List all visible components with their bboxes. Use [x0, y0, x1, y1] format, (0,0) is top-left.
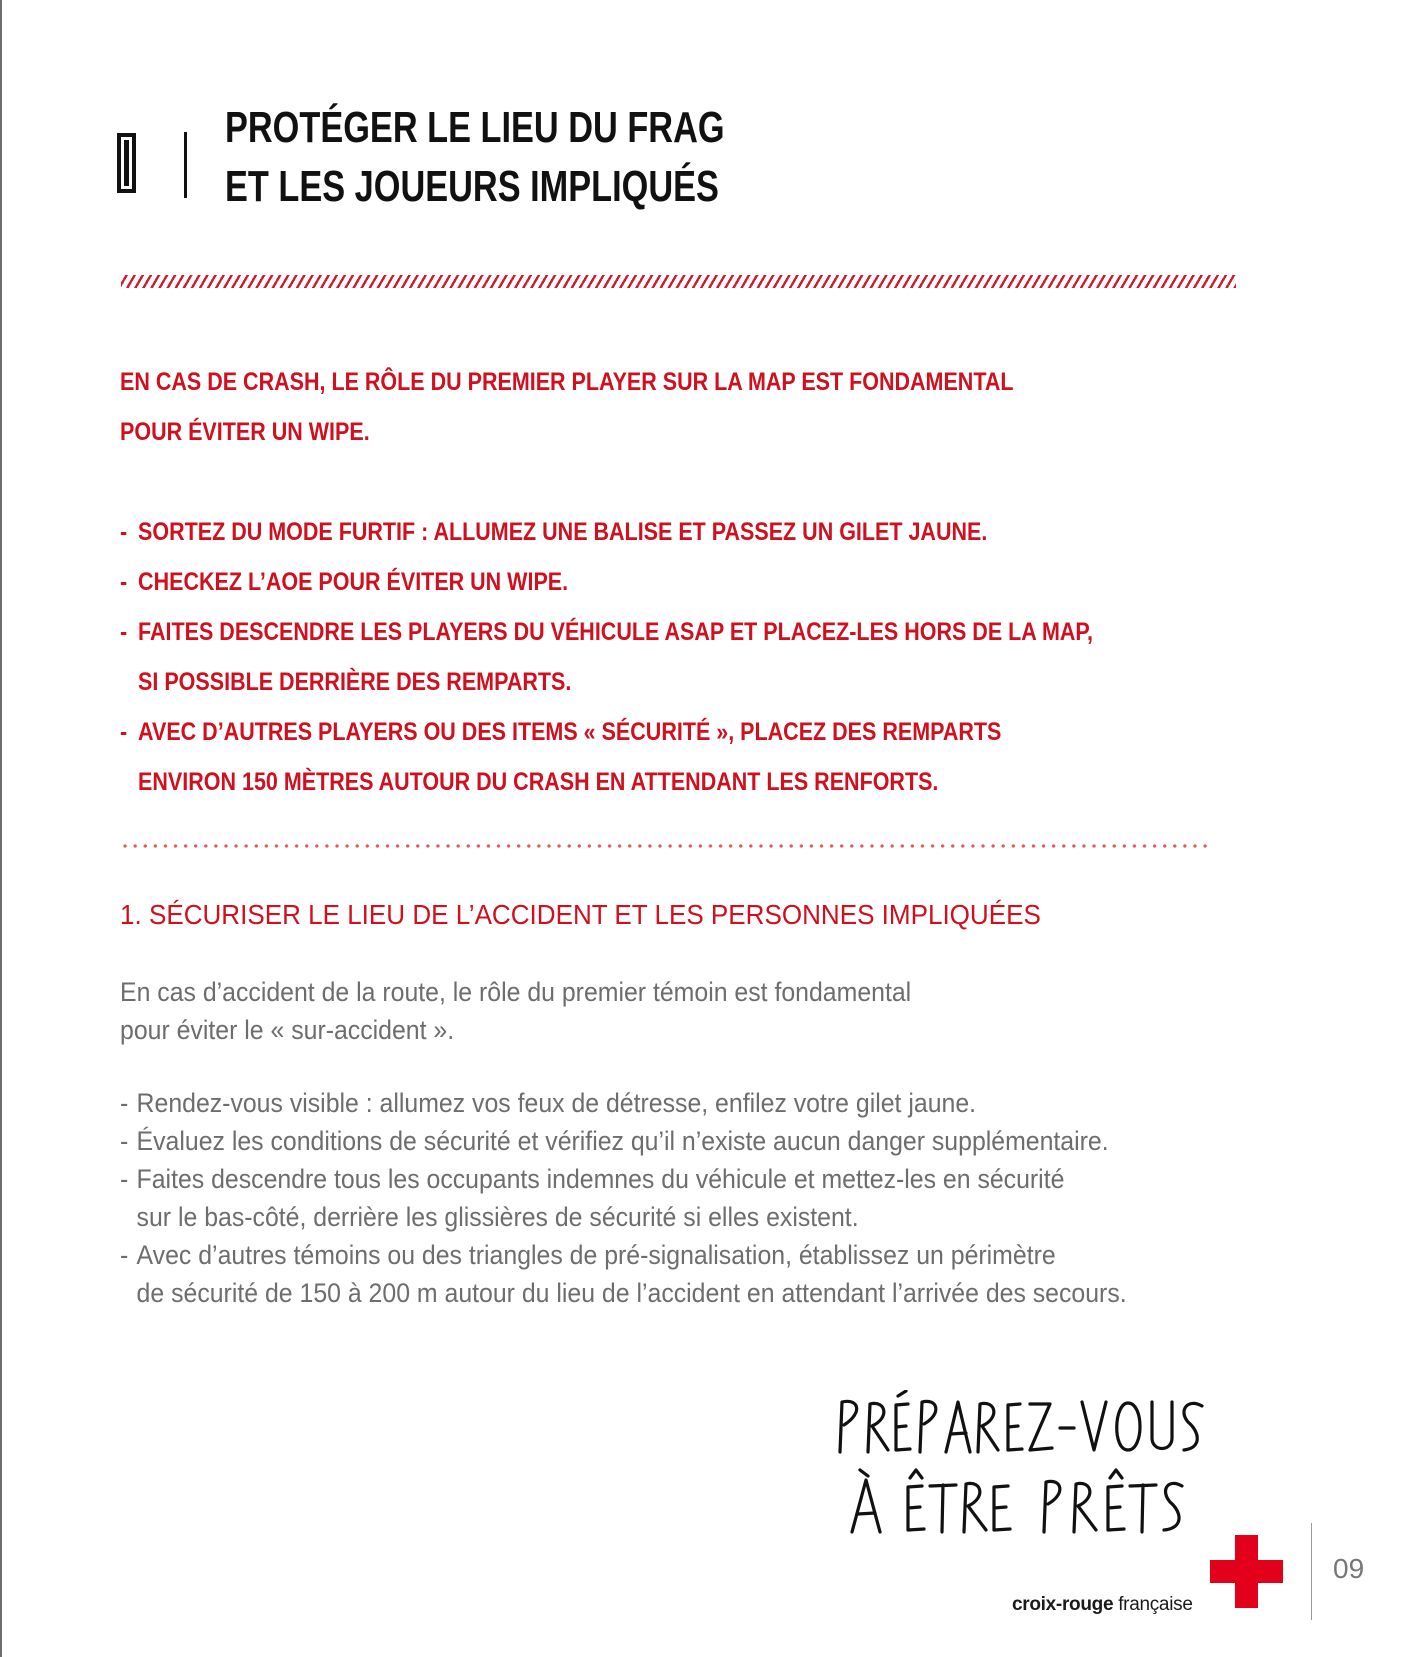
gray-list-line: Évaluez les conditions de sécurité et vérifiez qu’il n’existe aucun danger supplémentaire. — [136, 1126, 1109, 1156]
gray-list-line: sur le bas-côté, derrière les glissières de sécurité si elles existent. — [136, 1202, 859, 1232]
roman-numeral-one-icon — [117, 133, 136, 193]
list-dash: - — [120, 518, 128, 546]
brand-name-bold: croix-rouge — [1012, 1594, 1114, 1615]
gray-list-line: Faites descendre tous les occupants indemnes du véhicule et mettez-les en sécurité — [136, 1164, 1065, 1194]
gaming-instructions — [120, 357, 1093, 807]
red-list-item — [120, 557, 1093, 607]
red-list-item — [120, 607, 1093, 707]
intro-red-line-2: POUR ÉVITER UN WIPE. — [120, 418, 370, 446]
gray-list-line: Avec d’autres témoins ou des triangles de pré-signalisation, établissez un périmètre — [136, 1240, 1056, 1270]
red-list-item — [120, 707, 1093, 807]
list-dash: - — [120, 1126, 129, 1156]
gray-list-item — [120, 1084, 1127, 1122]
red-list-line: SORTEZ DU MODE FURTIF : ALLUMEZ UNE BALISE ET PASSEZ UN GILET JAUNE. — [138, 518, 988, 546]
red-list-line: CHECKEZ L’AOE POUR ÉVITER UN WIPE. — [138, 568, 569, 596]
section-intro-line-2: pour éviter le « sur-accident ». — [120, 1015, 455, 1045]
handwritten-tagline — [830, 1390, 1230, 1540]
gray-list-item — [120, 1236, 1127, 1312]
dotted-divider — [120, 844, 1212, 848]
gray-list-line: Rendez-vous visible : allumez vos feux de détresse, enfilez votre gilet jaune. — [136, 1088, 977, 1118]
page-title-line-2: ET LES JOUEURS IMPLIQUÉS — [225, 162, 719, 211]
title-separator — [184, 132, 187, 198]
red-list-line: SI POSSIBLE DERRIÈRE DES REMPARTS. — [138, 668, 572, 696]
brand-name-regular: française — [1113, 1594, 1193, 1615]
list-dash: - — [120, 1240, 129, 1270]
section-intro-line-1: En cas d’accident de la route, le rôle du premier témoin est fondamental — [120, 977, 912, 1007]
red-cross-icon — [1210, 1535, 1283, 1608]
brand-name — [1012, 1594, 1193, 1616]
left-edge-rule — [0, 0, 2, 1657]
list-dash: - — [120, 1164, 129, 1194]
hatched-divider — [121, 275, 1236, 288]
red-list-item — [120, 507, 1093, 557]
list-dash: - — [120, 568, 128, 596]
page-number: 09 — [1333, 1553, 1365, 1584]
list-dash: - — [120, 718, 128, 746]
intro-red-line-1: EN CAS DE CRASH, LE RÔLE DU PREMIER PLAYER SUR LA MAP EST FONDAMENTAL — [120, 368, 1014, 396]
section-heading: 1. SÉCURISER LE LIEU DE L’ACCIDENT ET LES PERSONNES IMPLIQUÉES — [120, 899, 1041, 930]
page-number-separator — [1311, 1523, 1312, 1620]
gray-list-item — [120, 1160, 1127, 1236]
red-list-line: AVEC D’AUTRES PLAYERS OU DES ITEMS « SÉCURITÉ », PLACEZ DES REMPARTS — [138, 718, 1002, 746]
list-dash: - — [120, 618, 128, 646]
gray-list-item — [120, 1122, 1127, 1160]
red-list-line: ENVIRON 150 MÈTRES AUTOUR DU CRASH EN ATTENDANT LES RENFORTS. — [138, 768, 939, 796]
gray-list-line: de sécurité de 150 à 200 m autour du lieu de l’accident en attendant l’arrivée des secours. — [136, 1278, 1127, 1308]
list-dash: - — [120, 1088, 129, 1118]
page-title-line-1: PROTÉGER LE LIEU DU FRAG — [225, 103, 725, 152]
red-list-line: FAITES DESCENDRE LES PLAYERS DU VÉHICULE ASAP ET PLACEZ-LES HORS DE LA MAP, — [138, 618, 1093, 646]
page-title — [225, 98, 725, 216]
road-safety-instructions — [120, 973, 1127, 1312]
